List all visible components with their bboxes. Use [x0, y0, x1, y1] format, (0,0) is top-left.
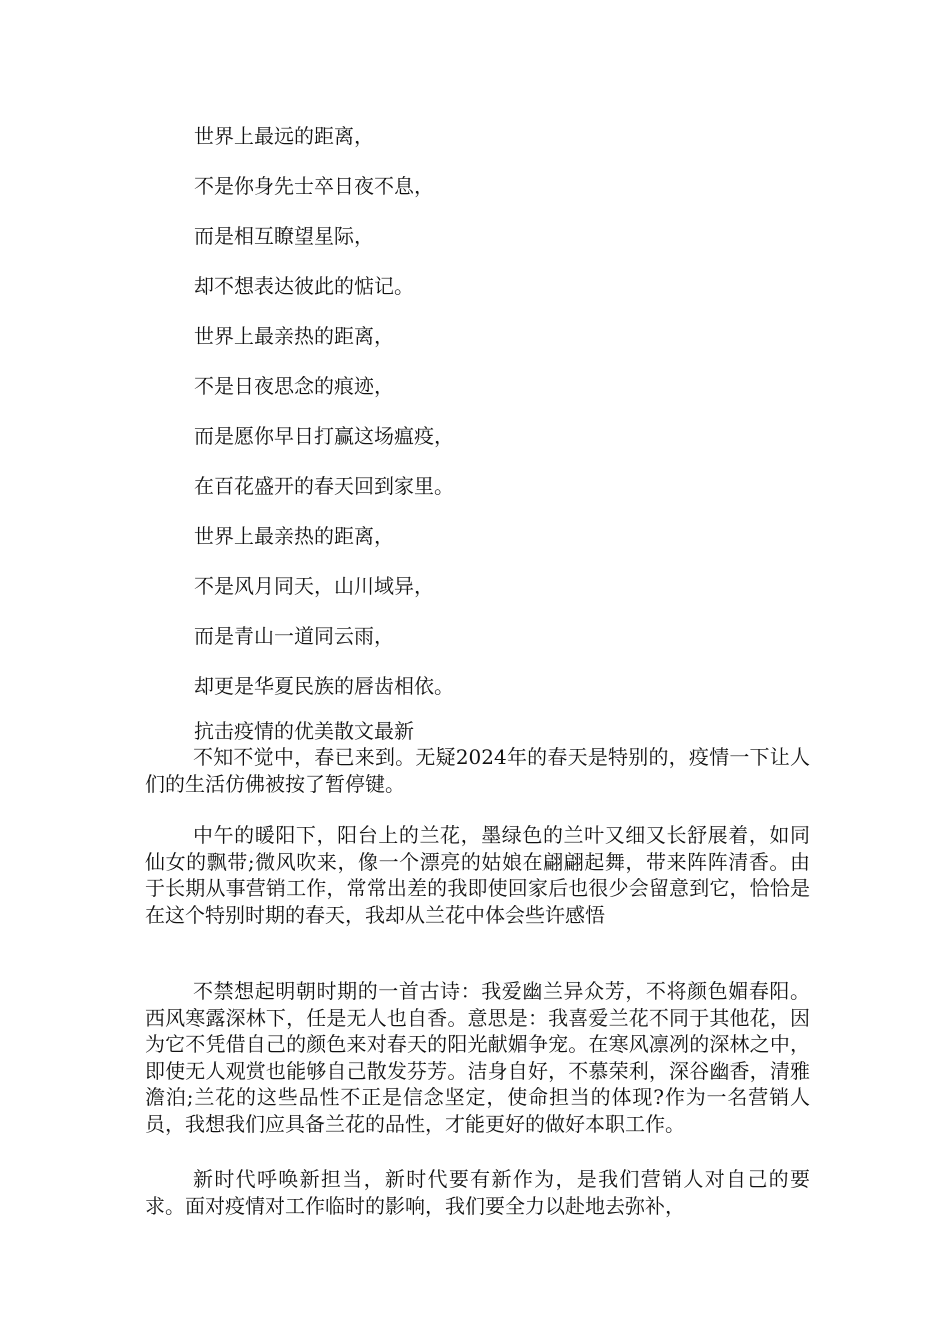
- poem-line: 世界上最亲热的距离，: [194, 524, 394, 548]
- poem-line: 而是愿你早日打赢这场瘟疫，: [194, 424, 454, 448]
- essay-paragraph: 新时代呼唤新担当，新时代要有新作为，是我们营销人对自己的要求。面对疫情对工作临时的影响，我们要全力以赴地去弥补，: [145, 1167, 810, 1218]
- poem-line: 不是风月同天，山川域异，: [194, 574, 434, 598]
- essay-paragraph: 中午的暖阳下，阳台上的兰花，墨绿色的兰叶又细又长舒展着，如同仙女的飘带;微风吹来，像一个漂亮的姑娘在翩翩起舞，带来阵阵清香。由于长期从事营销工作，常常出差的我即使回家后也很少会留意到它，恰恰是在这个特别时期的春天，我却从兰花中体会些许感悟: [145, 823, 810, 927]
- poem-line: 世界上最亲热的距离，: [194, 324, 394, 348]
- essay-title: 抗击疫情的优美散文最新: [194, 719, 414, 743]
- poem-line: 而是青山一道同云雨，: [194, 624, 394, 648]
- poem-line: 不是你身先士卒日夜不息，: [194, 174, 434, 198]
- poem-line: 世界上最远的距离，: [194, 124, 374, 148]
- poem-line: 在百花盛开的春天回到家里。: [194, 474, 454, 498]
- essay-paragraph: 不禁想起明朝时期的一首古诗：我爱幽兰异众芳，不将颜色媚春阳。西风寒露深林下，任是无人也自香。意思是：我喜爱兰花不同于其他花，因为它不凭借自己的颜色来对春天的阳光献媚争宠。在寒风凛冽的深林之中，即使无人观赏也能够自己散发芬芳。洁身自好，不慕荣利，深谷幽香，清雅澹泊;兰花的这些品性不正是信念坚定，使命担当的体现?作为一名营销人员，我想我们应具备兰花的品性，才能更好的做好本职工作。: [145, 979, 810, 1136]
- essay-paragraph: 不知不觉中，春已来到。无疑2024年的春天是特别的，疫情一下让人们的生活仿佛被按了暂停键。: [145, 745, 810, 796]
- poem-line: 而是相互瞭望星际，: [194, 224, 374, 248]
- poem-line: 不是日夜思念的痕迹，: [194, 374, 394, 398]
- poem-line: 却更是华夏民族的唇齿相依。: [194, 674, 454, 698]
- poem-line: 却不想表达彼此的惦记。: [194, 274, 414, 298]
